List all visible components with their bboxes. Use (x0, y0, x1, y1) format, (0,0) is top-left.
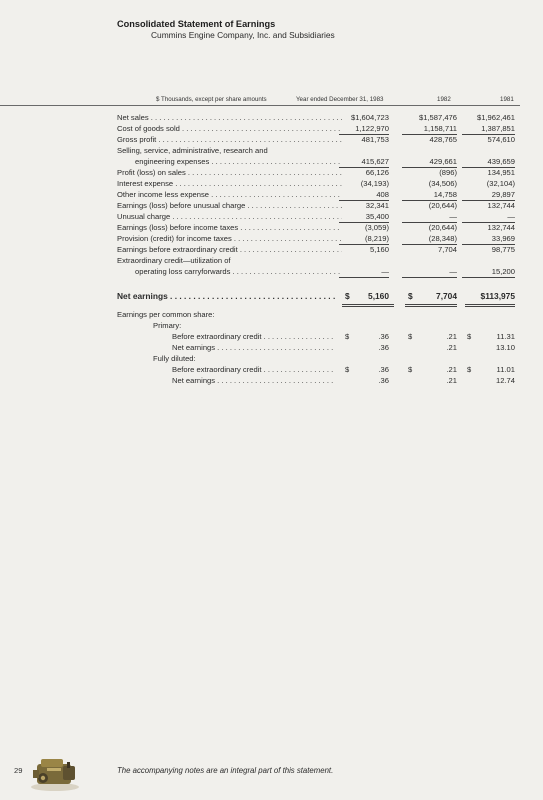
value-1983: 1,122,970 (339, 123, 389, 135)
value-1983: 481,753 (361, 135, 389, 144)
eps-diluted-heading: Fully diluted: (153, 354, 196, 363)
statement-title: Consolidated Statement of Earnings (117, 19, 276, 29)
value-1983: .36 (378, 332, 389, 341)
row-label: Profit (loss) on sales . . . (117, 167, 342, 178)
row-label: Selling, service, administrative, research and (117, 146, 268, 155)
double-rule (342, 304, 394, 305)
currency-sign: $ (408, 332, 413, 341)
value-1981: 132,744 (487, 201, 515, 210)
value-1982: 14,758 (402, 189, 457, 201)
value-1982: (20,644) (428, 201, 457, 210)
table-row (117, 167, 517, 178)
column-header-1982: 1982 (437, 96, 451, 103)
column-header-1981: 1981 (500, 96, 514, 103)
value-1982: — (402, 211, 457, 223)
table-row (117, 145, 517, 156)
table-row (117, 123, 517, 134)
value-1982: .21 (446, 365, 457, 374)
value-1983: $1,604,723 (350, 113, 389, 122)
table-row (117, 331, 517, 342)
column-header-1983: Year ended December 31, 1983 (296, 96, 384, 103)
row-label: Before extraordinary credit . . . (172, 331, 334, 342)
table-row (117, 255, 517, 266)
header-rule (0, 105, 520, 106)
units-note: $ Thousands, except per share amounts (156, 96, 267, 103)
value-1981: (32,104) (486, 179, 515, 188)
row-label: engineering expenses . . . (135, 156, 342, 167)
value-1981: 1,387,851 (462, 123, 515, 135)
engine-icon (29, 754, 81, 792)
value-1982: .21 (446, 332, 457, 341)
page-number: 29 (14, 766, 23, 775)
table-row (117, 309, 517, 320)
value-1983: (3,059) (364, 223, 389, 232)
value-1981: 11.31 (496, 332, 515, 341)
table-row (117, 342, 517, 353)
row-label: Cost of goods sold . . . (117, 123, 342, 134)
value-1983: 66,126 (365, 168, 389, 177)
currency-sign: $ (345, 332, 350, 341)
double-rule (465, 306, 515, 307)
value-1981: $1,962,461 (476, 113, 515, 122)
currency-sign: $ (345, 291, 350, 301)
value-1983: .36 (378, 343, 389, 352)
table-row (117, 200, 517, 211)
value-1982: 7,704 (436, 291, 457, 301)
value-1981: 13.10 (495, 343, 515, 352)
value-1982: (20,644) (428, 223, 457, 232)
value-1982: (34,506) (428, 179, 457, 188)
double-rule (465, 304, 515, 305)
double-rule (342, 306, 394, 307)
value-1982: (28,348) (402, 233, 457, 245)
value-1983: — (339, 266, 389, 278)
currency-sign: $ (467, 332, 472, 341)
row-label: Gross profit . . . (117, 134, 342, 145)
value-1983: 5,160 (369, 245, 389, 254)
row-label: Earnings (loss) before income taxes . . . (117, 222, 342, 233)
value-1983: (8,219) (339, 233, 389, 245)
value-1982: 1,158,711 (402, 123, 457, 135)
currency-sign: $ (408, 365, 413, 374)
row-label: Net earnings . . . (172, 375, 334, 386)
table-row (117, 364, 517, 375)
row-label: Before extraordinary credit . . . (172, 364, 334, 375)
row-label: operating loss carryforwards . . . (135, 266, 342, 277)
value-1983: .36 (378, 376, 389, 385)
value-1982: 429,661 (402, 156, 457, 168)
value-1983: .36 (378, 365, 389, 374)
value-1981: 12.74 (495, 376, 515, 385)
row-label: Net earnings . . . (117, 290, 337, 303)
value-1981: 11.01 (496, 365, 515, 374)
double-rule (405, 306, 457, 307)
row-label: Net sales . . . (117, 112, 342, 123)
footnote: The accompanying notes are an integral part of this statement. (117, 766, 334, 775)
value-1981: 439,659 (462, 156, 515, 168)
table-row (117, 375, 517, 386)
value-1982: $1,587,476 (418, 113, 457, 122)
table-row (117, 134, 517, 145)
eps-heading: Earnings per common share: (117, 310, 215, 319)
value-1983: 35,400 (339, 211, 389, 223)
row-label: Earnings (loss) before unusual charge . . . (117, 200, 342, 211)
table-row (117, 189, 517, 200)
value-1982: 428,765 (429, 135, 457, 144)
table-row (117, 320, 517, 331)
table-row (117, 222, 517, 233)
table-row (117, 211, 517, 222)
value-1983: (34,193) (360, 179, 389, 188)
table-row (117, 178, 517, 189)
value-1981: 132,744 (487, 223, 515, 232)
row-label: Interest expense . . . (117, 178, 342, 189)
value-1983: 408 (339, 189, 389, 201)
value-1982: (896) (439, 168, 457, 177)
table-row (117, 244, 517, 255)
value-1981: $113,975 (480, 291, 515, 301)
table-row (117, 156, 517, 167)
eps-primary-heading: Primary: (153, 321, 182, 330)
table-row (117, 266, 517, 277)
value-1982: .21 (446, 376, 457, 385)
value-1983: 415,627 (339, 156, 389, 168)
net-earnings-row (117, 290, 517, 303)
table-row (117, 233, 517, 244)
row-label: Net earnings . . . (172, 342, 334, 353)
double-rule (405, 304, 457, 305)
value-1981: — (462, 211, 515, 223)
value-1981: 29,897 (462, 189, 515, 201)
row-label: Other income less expense . . . (117, 189, 342, 200)
value-1983: 5,160 (368, 291, 389, 301)
value-1982: .21 (446, 343, 457, 352)
row-label: Provision (credit) for income taxes . . . (117, 233, 342, 244)
value-1981: 15,200 (462, 266, 515, 278)
row-label: Earnings before extraordinary credit . . . (117, 244, 342, 255)
table-row (117, 112, 517, 123)
currency-sign: $ (408, 291, 413, 301)
value-1981: 134,951 (487, 168, 515, 177)
value-1981: 574,610 (487, 135, 515, 144)
currency-sign: $ (467, 365, 472, 374)
value-1982: — (402, 266, 457, 278)
currency-sign: $ (345, 365, 350, 374)
statement-subtitle: Cummins Engine Company, Inc. and Subsidiaries (151, 30, 335, 40)
table-row (117, 353, 517, 364)
value-1983: 32,341 (365, 201, 389, 210)
row-label: Unusual charge . . . (117, 211, 342, 222)
row-label: Extraordinary credit—utilization of (117, 256, 231, 265)
value-1981: 33,969 (462, 233, 515, 245)
value-1982: 7,704 (437, 245, 457, 254)
value-1981: 98,775 (491, 245, 515, 254)
